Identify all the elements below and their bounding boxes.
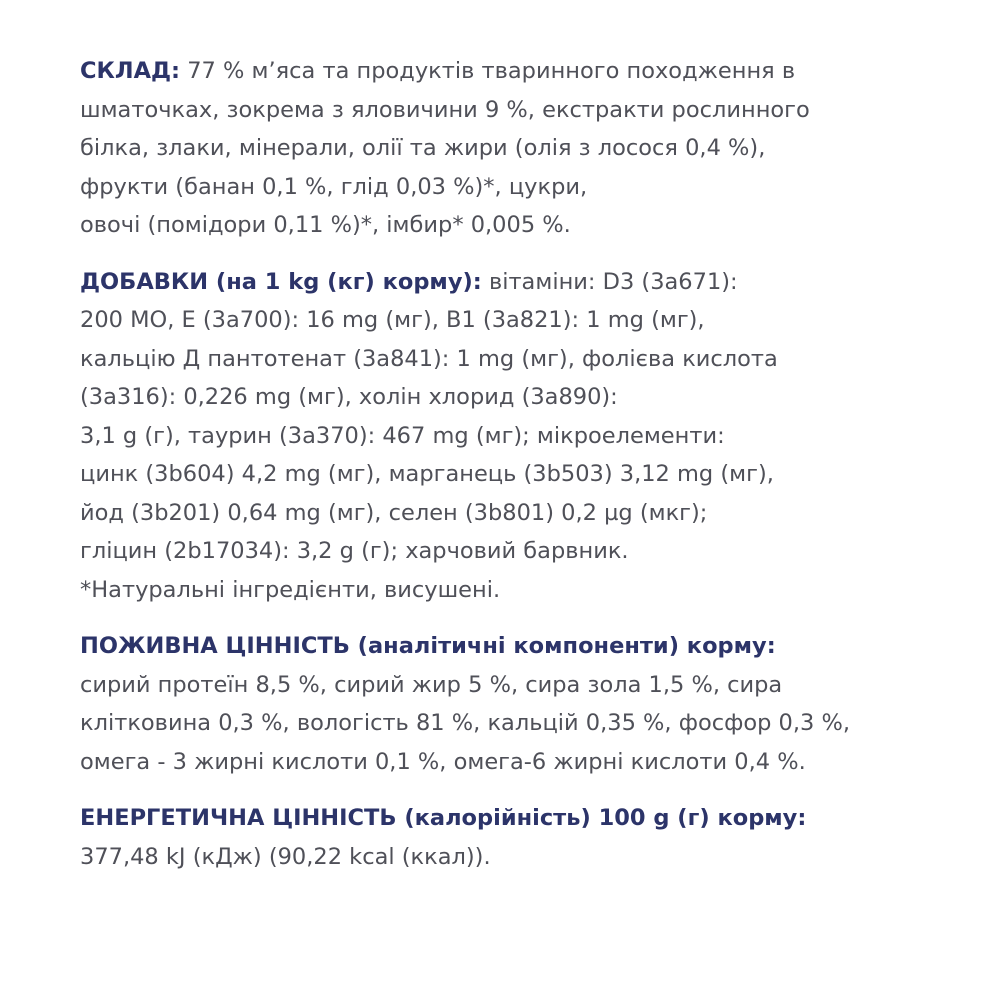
additives-line: йод (3b201) 0,64 mg (мг), селен (3b801) 0,2 µg (мкг);	[80, 499, 708, 526]
composition-text: 77 % м’яса та продуктів тваринного походження в	[187, 58, 796, 84]
additives-label: ДОБАВКИ (на 1 kg (кг) корму):	[80, 268, 482, 295]
energy-line: 377,48 kJ (кДж) (90,22 kcal (ккал)).	[80, 843, 491, 870]
additives-line: гліцин (2b17034): 3,2 g (г); харчовий барвник.	[80, 538, 629, 564]
composition-label: СКЛАД:	[80, 58, 181, 84]
nutrition-line: сирий протеїн 8,5 %, сирий жир 5 %, сира зола 1,5 %, сира	[80, 671, 783, 698]
nutrition-line: омега - 3 жирні кислоти 0,1 %, омега-6 жирні кислоти 0,4 %.	[80, 748, 806, 775]
nutrition-line: клітковина 0,3 %, вологість 81 %, кальцій 0,35 %, фосфор 0,3 %,	[80, 710, 851, 736]
nutrition-section	[80, 627, 960, 781]
additives-line: 200 МО, E (3a700): 16 mg (мг), B1 (3a821): 1 mg (мг),	[80, 307, 705, 333]
additives-line	[80, 263, 960, 302]
composition-line: білка, злаки, мінерали, олії та жири (олія з лосося 0,4 %),	[80, 135, 766, 161]
composition-line: овочі (помідори 0,11 %)*, імбир* 0,005 %.	[80, 212, 571, 238]
energy-section	[80, 799, 960, 876]
additives-section	[80, 263, 960, 610]
composition-line	[80, 52, 960, 91]
energy-label: ЕНЕРГЕТИЧНА ЦІННІСТЬ (калорійність) 100 g (г) корму:	[80, 805, 807, 831]
nutrition-label: ПОЖИВНА ЦІННІСТЬ (аналітичні компоненти) корму:	[80, 633, 776, 659]
composition-line: шматочках, зокрема з яловичини 9 %, екстракти рослинного	[80, 96, 810, 123]
additives-footnote: *Натуральні інгредієнти, висушені.	[80, 576, 501, 603]
additives-line: (3a316): 0,226 mg (мг), холін хлорид (3a890):	[80, 384, 618, 410]
label-text	[80, 52, 960, 894]
additives-line: цинк (3b604) 4,2 mg (мг), марганець (3b503) 3,12 mg (мг),	[80, 461, 774, 487]
composition-section	[80, 52, 960, 245]
additives-text: вітаміни: D3 (3a671):	[488, 268, 738, 295]
additives-line: 3,1 g (г), таурин (3a370): 467 mg (мг); мікроелементи:	[80, 422, 725, 449]
composition-line: фрукти (банан 0,1 %, глід 0,03 %)*, цукри,	[80, 173, 588, 200]
additives-line: кальцію Д пантотенат (3a841): 1 mg (мг), фолієва кислота	[80, 345, 778, 372]
